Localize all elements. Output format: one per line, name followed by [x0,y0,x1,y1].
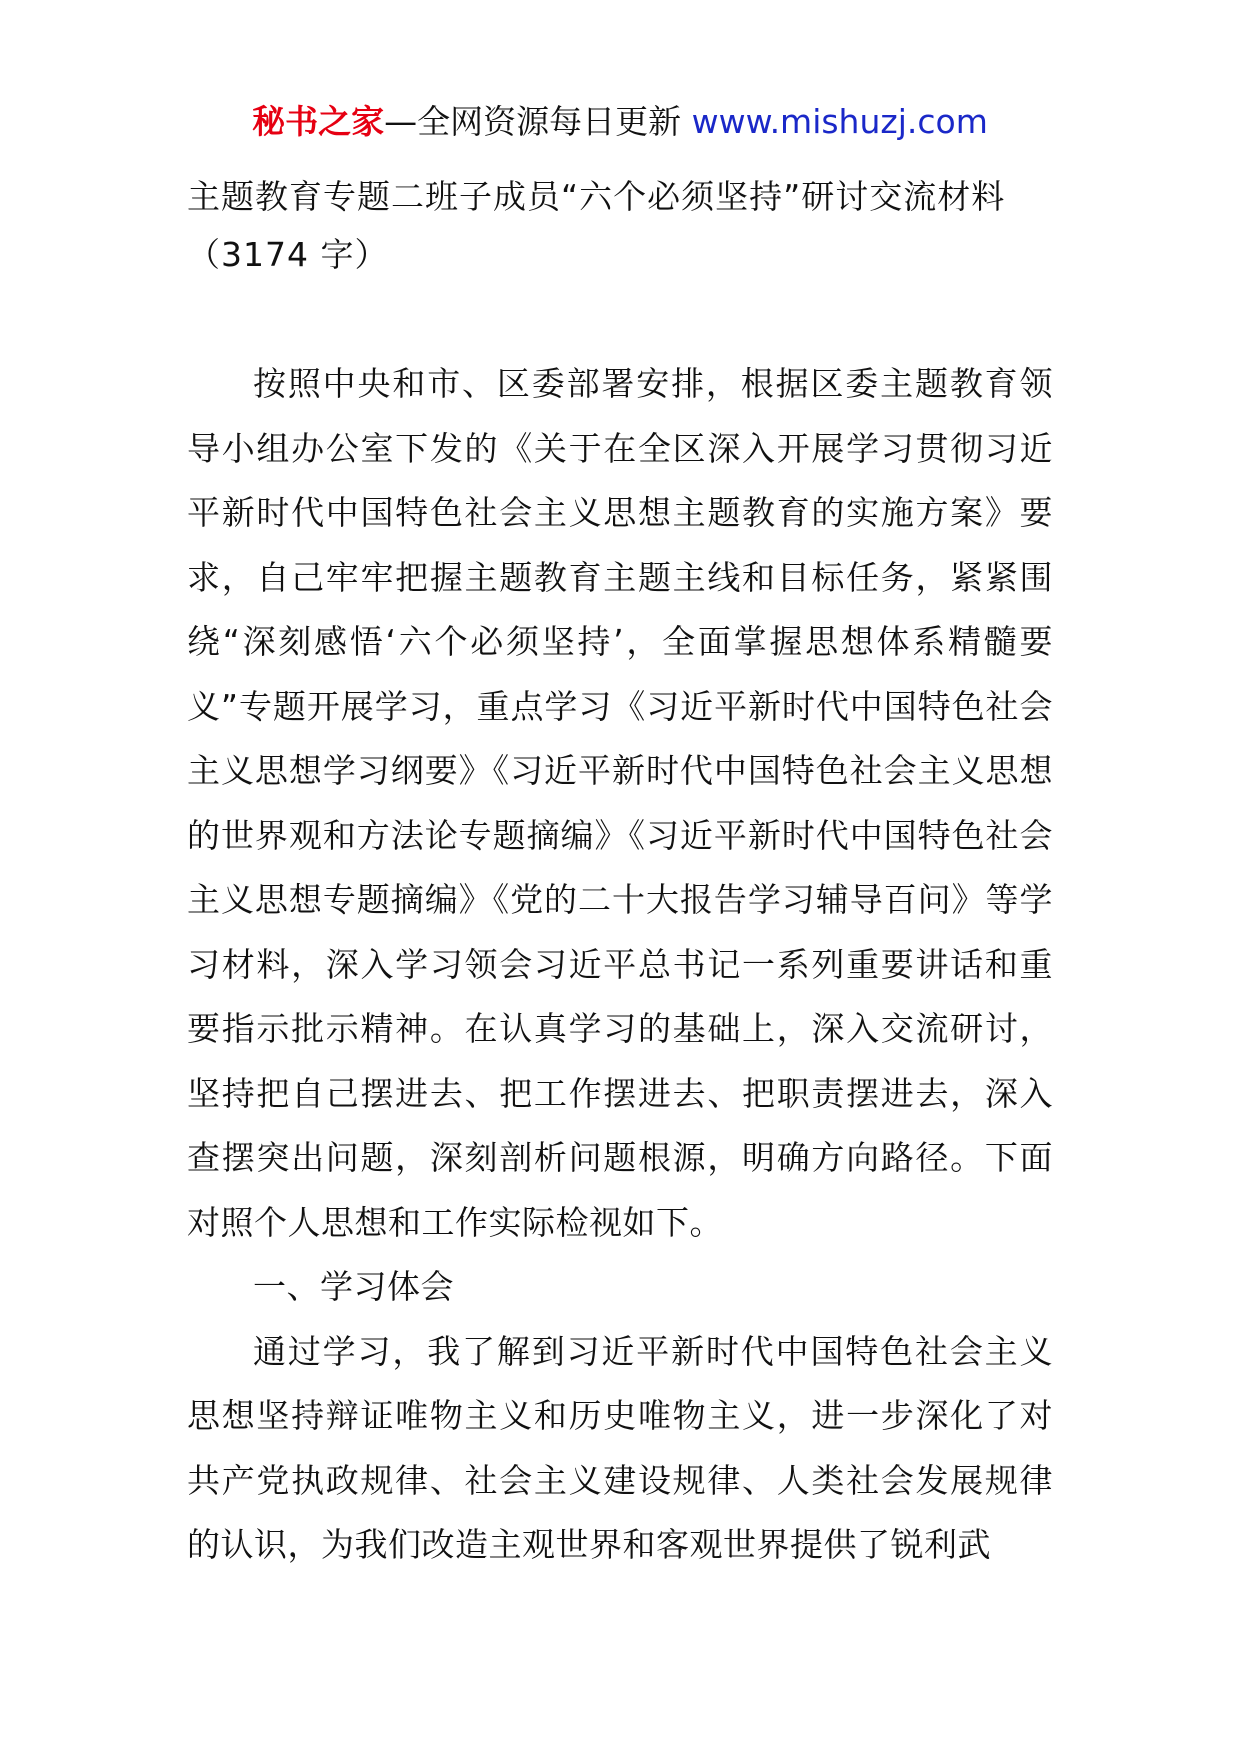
brand-name: 秘书之家 [252,102,385,141]
paragraph-study-experience: 通过学习，我了解到习近平新时代中国特色社会主义思想坚持辩证唯物主义和历史唯物主义，进一步深化了对共产党执政规律、社会主义建设规律、人类社会发展规律的认识，为我们改造主观世界和客观世界提供了锐利武 [187,1331,1053,1564]
site-header [0,100,1240,144]
paragraph-intro: 按照中央和市、区委部署安排，根据区委主题教育领导小组办公室下发的《关于在全区深入开展学习贯彻习近平新时代中国特色社会主义思想主题教育的实施方案》要求，自己牢牢把握主题教育主题主线和目标任务，紧紧围绕“深刻感悟‘六个必须坚持’，全面掌握思想体系精髓要义”专题开展学习，重点学习《习近平新时代中国特色社会主义思想学习纲要》《习近平新时代中国特色社会主义思想的世界观和方法论专题摘编》《习近平新时代中国特色社会主义思想专题摘编》《党的二十大报告学习辅导百问》等学习材料，深入学习领会习近平总书记一系列重要讲话和重要指示批示精神。在认真学习的基础上，深入交流研讨，坚持把自己摆进去、把工作摆进去、把职责摆进去，深入查摆突出问题，深刻剖析问题根源，明确方向路径。下面对照个人思想和工作实际检视如下。 [187,364,1053,1242]
header-tagline: —全网资源每日更新 [384,102,682,141]
site-url-link[interactable]: www.mishuzj.com [691,102,988,141]
title-line-1: 主题教育专题二班子成员“六个必须坚持”研讨交流材料 [187,177,1006,216]
document-title [187,168,1067,284]
title-word-count: （3174 字） [187,235,389,274]
document-body [187,352,1053,1578]
section-heading-1: 一、学习体会 [253,1267,454,1306]
